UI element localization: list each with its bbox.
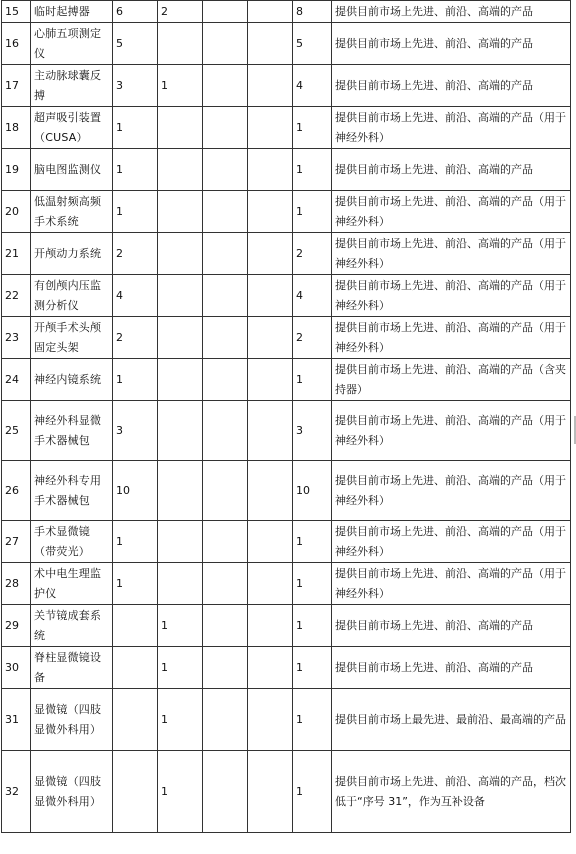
table-row: [2, 689, 571, 751]
quantity-col-2-cell: [158, 149, 203, 191]
equipment-name-cell: 显微镜（四肢显微外科用）: [31, 751, 113, 833]
quantity-col-3-cell: [203, 563, 248, 605]
row-number-cell: 22: [2, 275, 31, 317]
row-number-cell: 15: [2, 1, 31, 23]
quantity-total-cell: 4: [293, 65, 332, 107]
quantity-col-3-cell: [203, 359, 248, 401]
requirement-cell: 提供目前市场上先进、前沿、高端的产品: [332, 149, 571, 191]
requirement-cell: 提供目前市场上先进、前沿、高端的产品（用于神经外科）: [332, 521, 571, 563]
equipment-name-cell: 开颅动力系统: [31, 233, 113, 275]
quantity-col-2-cell: [158, 521, 203, 563]
requirement-cell: 提供目前市场上先进、前沿、高端的产品（用于神经外科）: [332, 107, 571, 149]
quantity-total-cell: 1: [293, 605, 332, 647]
row-number-cell: 20: [2, 191, 31, 233]
quantity-col-4-cell: [248, 317, 293, 359]
requirement-cell: 提供目前市场上先进、前沿、高端的产品（用于神经外科）: [332, 233, 571, 275]
equipment-name-cell: 神经外科显微手术器械包: [31, 401, 113, 461]
quantity-col-1-cell: 1: [113, 359, 158, 401]
table-row: [2, 401, 571, 461]
requirement-cell: 提供目前市场上先进、前沿、高端的产品（用于神经外科）: [332, 191, 571, 233]
table-row: [2, 751, 571, 833]
quantity-col-3-cell: [203, 317, 248, 359]
quantity-col-2-cell: 1: [158, 689, 203, 751]
quantity-col-2-cell: [158, 107, 203, 149]
row-number-cell: 18: [2, 107, 31, 149]
requirement-cell: 提供目前市场上先进、前沿、高端的产品（用于神经外科）: [332, 317, 571, 359]
quantity-total-cell: 1: [293, 191, 332, 233]
equipment-name-cell: 神经内镜系统: [31, 359, 113, 401]
quantity-col-4-cell: [248, 233, 293, 275]
requirement-cell: 提供目前市场上先进、前沿、高端的产品（含夹持器）: [332, 359, 571, 401]
equipment-name-cell: 脊柱显微镜设备: [31, 647, 113, 689]
table-row: [2, 359, 571, 401]
quantity-col-4-cell: [248, 521, 293, 563]
quantity-col-3-cell: [203, 23, 248, 65]
equipment-name-cell: 开颅手术头颅固定头架: [31, 317, 113, 359]
quantity-col-4-cell: [248, 149, 293, 191]
table-row: [2, 275, 571, 317]
table-row: [2, 605, 571, 647]
quantity-col-2-cell: [158, 317, 203, 359]
table-row: [2, 563, 571, 605]
quantity-col-4-cell: [248, 461, 293, 521]
quantity-col-2-cell: [158, 359, 203, 401]
row-number-cell: 26: [2, 461, 31, 521]
quantity-col-1-cell: 1: [113, 563, 158, 605]
quantity-col-3-cell: [203, 65, 248, 107]
quantity-total-cell: 2: [293, 317, 332, 359]
row-number-cell: 28: [2, 563, 31, 605]
quantity-col-3-cell: [203, 1, 248, 23]
table-row: [2, 647, 571, 689]
quantity-total-cell: 5: [293, 23, 332, 65]
quantity-col-1-cell: 10: [113, 461, 158, 521]
quantity-col-1-cell: 1: [113, 191, 158, 233]
quantity-total-cell: 2: [293, 233, 332, 275]
quantity-col-4-cell: [248, 275, 293, 317]
quantity-col-2-cell: 1: [158, 605, 203, 647]
table-row: [2, 1, 571, 23]
row-number-cell: 27: [2, 521, 31, 563]
equipment-name-cell: 有创颅内压监测分析仪: [31, 275, 113, 317]
quantity-col-1-cell: 6: [113, 1, 158, 23]
equipment-name-cell: 脑电图监测仪: [31, 149, 113, 191]
quantity-col-4-cell: [248, 751, 293, 833]
table-row: [2, 65, 571, 107]
quantity-col-4-cell: [248, 647, 293, 689]
quantity-col-3-cell: [203, 647, 248, 689]
quantity-col-3-cell: [203, 689, 248, 751]
table-row: [2, 233, 571, 275]
quantity-col-2-cell: 2: [158, 1, 203, 23]
requirement-cell: 提供目前市场上先进、前沿、高端的产品（用于神经外科）: [332, 401, 571, 461]
quantity-col-2-cell: [158, 233, 203, 275]
quantity-col-1-cell: 1: [113, 149, 158, 191]
equipment-name-cell: 心肺五项测定仪: [31, 23, 113, 65]
row-number-cell: 16: [2, 23, 31, 65]
quantity-total-cell: 8: [293, 1, 332, 23]
row-number-cell: 32: [2, 751, 31, 833]
requirement-cell: 提供目前市场上先进、前沿、高端的产品: [332, 23, 571, 65]
quantity-total-cell: 1: [293, 107, 332, 149]
quantity-col-3-cell: [203, 191, 248, 233]
quantity-col-1-cell: 2: [113, 317, 158, 359]
requirement-cell: 提供目前市场上先进、前沿、高端的产品（用于神经外科）: [332, 275, 571, 317]
equipment-name-cell: 低温射频高频手术系统: [31, 191, 113, 233]
quantity-total-cell: 4: [293, 275, 332, 317]
equipment-name-cell: 神经外科专用手术器械包: [31, 461, 113, 521]
quantity-total-cell: 1: [293, 751, 332, 833]
quantity-total-cell: 1: [293, 563, 332, 605]
quantity-total-cell: 1: [293, 647, 332, 689]
requirement-cell: 提供目前市场上先进、前沿、高端的产品: [332, 1, 571, 23]
quantity-col-4-cell: [248, 605, 293, 647]
quantity-col-3-cell: [203, 233, 248, 275]
quantity-col-3-cell: [203, 275, 248, 317]
quantity-col-3-cell: [203, 461, 248, 521]
row-number-cell: 30: [2, 647, 31, 689]
quantity-col-4-cell: [248, 563, 293, 605]
table-row: [2, 107, 571, 149]
requirement-cell: 提供目前市场上先进、前沿、高端的产品: [332, 65, 571, 107]
quantity-col-1-cell: 3: [113, 65, 158, 107]
quantity-col-4-cell: [248, 107, 293, 149]
quantity-col-1-cell: 3: [113, 401, 158, 461]
quantity-col-1-cell: 1: [113, 521, 158, 563]
quantity-col-3-cell: [203, 751, 248, 833]
quantity-col-4-cell: [248, 1, 293, 23]
quantity-col-4-cell: [248, 191, 293, 233]
table-row: [2, 149, 571, 191]
quantity-col-3-cell: [203, 149, 248, 191]
quantity-col-2-cell: [158, 23, 203, 65]
quantity-col-2-cell: [158, 563, 203, 605]
quantity-total-cell: 1: [293, 359, 332, 401]
row-number-cell: 25: [2, 401, 31, 461]
equipment-name-cell: 超声吸引装置（CUSA）: [31, 107, 113, 149]
quantity-col-2-cell: 1: [158, 65, 203, 107]
quantity-col-1-cell: [113, 647, 158, 689]
quantity-col-1-cell: [113, 605, 158, 647]
requirement-cell: 提供目前市场上先进、前沿、高端的产品: [332, 605, 571, 647]
requirement-cell: 提供目前市场上最先进、最前沿、最高端的产品: [332, 689, 571, 751]
equipment-name-cell: 术中电生理监护仪: [31, 563, 113, 605]
quantity-col-1-cell: 1: [113, 107, 158, 149]
quantity-col-3-cell: [203, 107, 248, 149]
row-number-cell: 21: [2, 233, 31, 275]
quantity-col-1-cell: 5: [113, 23, 158, 65]
equipment-name-cell: 手术显微镜（带荧光）: [31, 521, 113, 563]
requirement-cell: 提供目前市场上先进、前沿、高端的产品（用于神经外科）: [332, 563, 571, 605]
table-row: [2, 191, 571, 233]
quantity-total-cell: 1: [293, 689, 332, 751]
table-body: [2, 1, 571, 833]
equipment-table: [1, 0, 571, 833]
quantity-col-3-cell: [203, 605, 248, 647]
row-number-cell: 17: [2, 65, 31, 107]
quantity-col-2-cell: [158, 461, 203, 521]
table-row: [2, 23, 571, 65]
requirement-cell: 提供目前市场上先进、前沿、高端的产品（用于神经外科）: [332, 461, 571, 521]
row-number-cell: 23: [2, 317, 31, 359]
table-row: [2, 317, 571, 359]
quantity-col-1-cell: [113, 751, 158, 833]
quantity-col-4-cell: [248, 401, 293, 461]
quantity-total-cell: 1: [293, 149, 332, 191]
quantity-total-cell: 3: [293, 401, 332, 461]
quantity-col-4-cell: [248, 359, 293, 401]
row-number-cell: 31: [2, 689, 31, 751]
equipment-name-cell: 临时起搏器: [31, 1, 113, 23]
quantity-col-2-cell: [158, 275, 203, 317]
quantity-col-3-cell: [203, 521, 248, 563]
quantity-col-1-cell: 4: [113, 275, 158, 317]
quantity-col-3-cell: [203, 401, 248, 461]
quantity-col-2-cell: [158, 401, 203, 461]
requirement-cell: 提供目前市场上先进、前沿、高端的产品: [332, 647, 571, 689]
quantity-col-4-cell: [248, 23, 293, 65]
row-number-cell: 29: [2, 605, 31, 647]
requirement-cell: 提供目前市场上先进、前沿、高端的产品，档次低于“序号 31”，作为互补设备: [332, 751, 571, 833]
quantity-col-2-cell: 1: [158, 647, 203, 689]
quantity-col-2-cell: 1: [158, 751, 203, 833]
table-row: [2, 521, 571, 563]
equipment-name-cell: 关节镜成套系统: [31, 605, 113, 647]
equipment-name-cell: 显微镜（四肢显微外科用）: [31, 689, 113, 751]
quantity-col-4-cell: [248, 689, 293, 751]
equipment-name-cell: 主动脉球囊反搏: [31, 65, 113, 107]
quantity-col-2-cell: [158, 191, 203, 233]
quantity-col-1-cell: [113, 689, 158, 751]
quantity-total-cell: 1: [293, 521, 332, 563]
quantity-total-cell: 10: [293, 461, 332, 521]
quantity-col-1-cell: 2: [113, 233, 158, 275]
table-row: [2, 461, 571, 521]
row-number-cell: 24: [2, 359, 31, 401]
quantity-col-4-cell: [248, 65, 293, 107]
row-number-cell: 19: [2, 149, 31, 191]
